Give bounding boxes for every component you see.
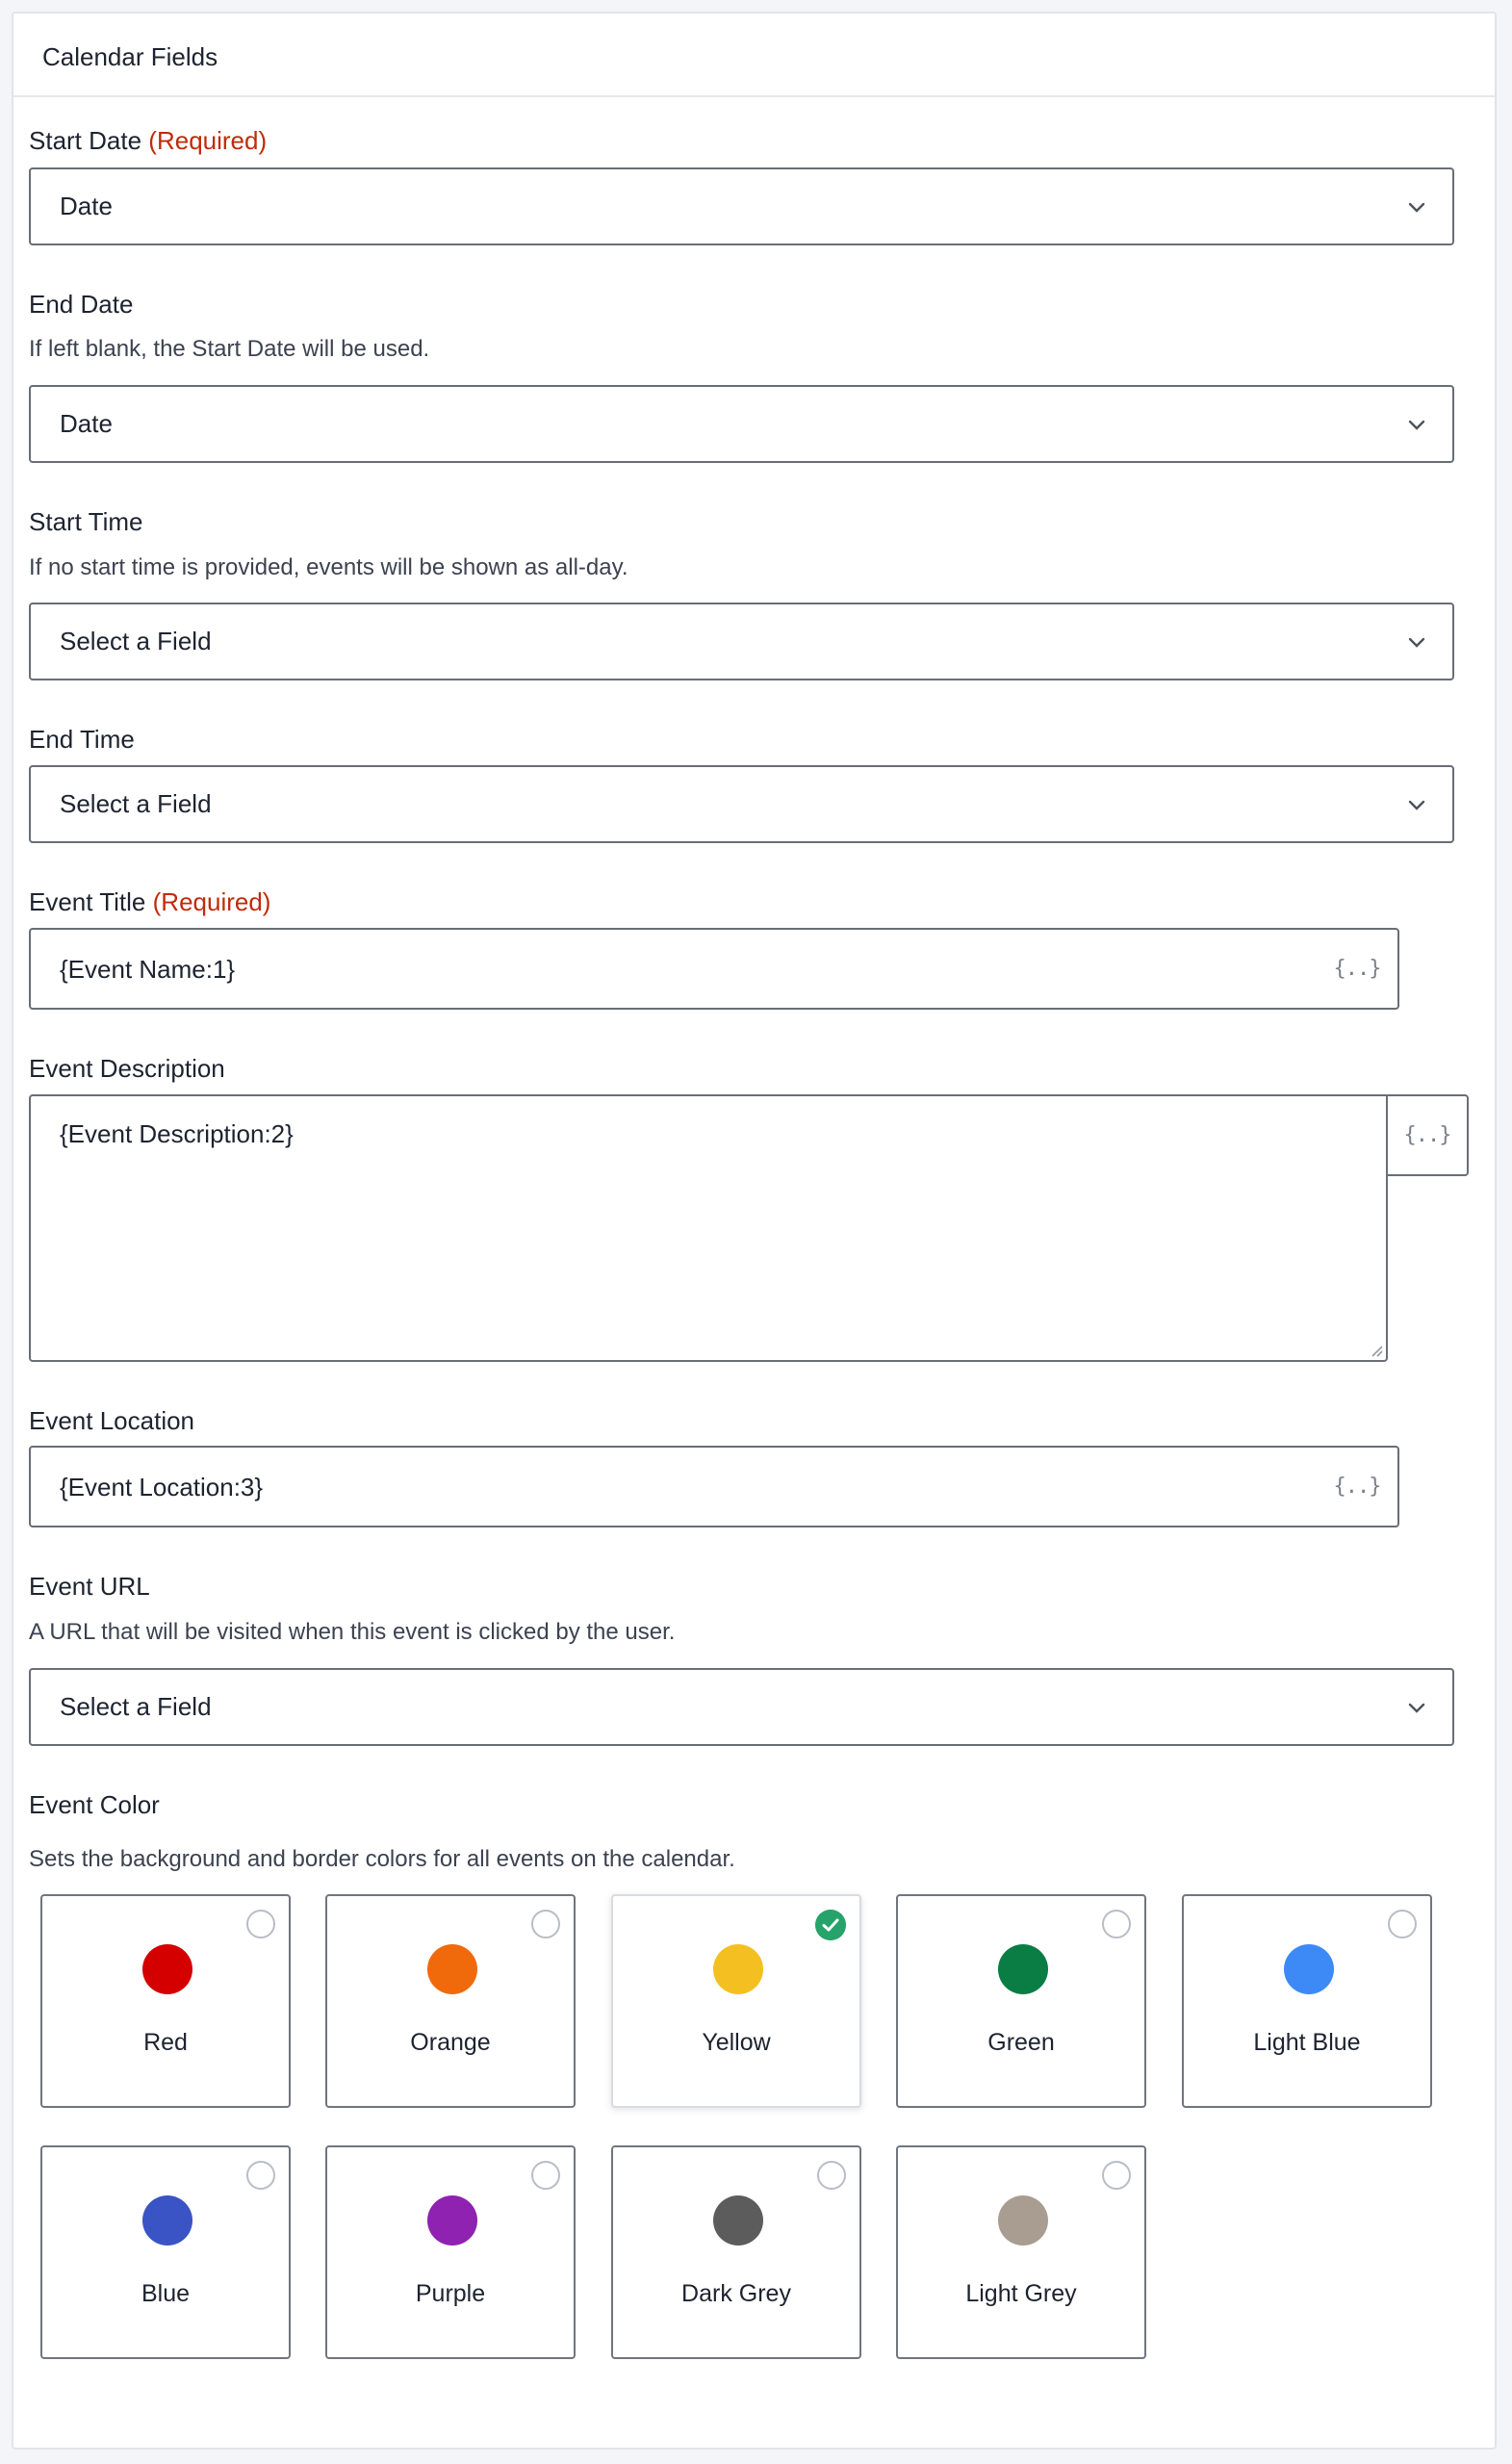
end-time-select-value: Select a Field: [60, 789, 212, 818]
radio-icon[interactable]: [531, 1910, 560, 1938]
color-option-blue[interactable]: [40, 2145, 291, 2359]
color-swatch: [142, 1944, 192, 1994]
color-option-label: Red: [143, 2029, 188, 2056]
event-color-description: Sets the background and border colors for all events on the calendar.: [29, 1846, 735, 1872]
start-date-select-value: Date: [60, 192, 113, 220]
radio-icon[interactable]: [1388, 1910, 1417, 1938]
radio-icon[interactable]: [1102, 2161, 1131, 2190]
radio-icon[interactable]: [1102, 1910, 1131, 1938]
event-title-label-text: Event Title: [29, 887, 146, 916]
color-option-label: Dark Grey: [681, 2280, 791, 2307]
start-date-select[interactable]: [29, 167, 1454, 245]
color-option-purple[interactable]: [325, 2145, 576, 2359]
merge-tag-icon: {..}: [1333, 1475, 1381, 1499]
event-title-merge-tag-button[interactable]: [1317, 928, 1399, 1010]
color-option-label: Blue: [141, 2280, 191, 2307]
color-option-label: Orange: [410, 2029, 491, 2056]
radio-icon[interactable]: [246, 1910, 275, 1938]
start-time-select[interactable]: [29, 603, 1454, 680]
event-description-value: {Event Description:2}: [60, 1119, 294, 1148]
event-url-select-value: Select a Field: [60, 1692, 212, 1721]
start-date-label-text: Start Date: [29, 126, 142, 155]
event-title-input-value: {Event Name:1}: [60, 955, 236, 984]
start-time-label: Start Time: [29, 507, 143, 536]
color-swatch: [998, 1944, 1048, 1994]
chevron-down-icon: [1408, 1703, 1425, 1714]
event-title-label: [29, 887, 270, 917]
event-description-merge-tag-button[interactable]: [1386, 1094, 1469, 1176]
chevron-down-icon: [1408, 420, 1425, 431]
merge-tag-icon: {..}: [1333, 957, 1381, 981]
color-option-red[interactable]: [40, 1894, 291, 2108]
event-title-input[interactable]: [29, 928, 1319, 1010]
event-location-label: Event Location: [29, 1406, 195, 1435]
event-location-input-value: {Event Location:3}: [60, 1473, 264, 1502]
color-option-yellow[interactable]: [611, 1894, 861, 2108]
color-option-label: Light Blue: [1253, 2029, 1361, 2056]
color-option-label: Yellow: [702, 2029, 771, 2056]
end-date-label: End Date: [29, 290, 134, 319]
end-time-select[interactable]: [29, 765, 1454, 843]
color-swatch: [427, 1944, 477, 1994]
color-option-label: Green: [987, 2029, 1055, 2056]
start-time-select-value: Select a Field: [60, 627, 212, 655]
required-indicator: (Required): [148, 126, 268, 155]
chevron-down-icon: [1408, 800, 1425, 811]
required-indicator: (Required): [152, 887, 271, 916]
radio-icon[interactable]: [531, 2161, 560, 2190]
color-option-light-blue[interactable]: [1182, 1894, 1432, 2108]
color-option-dark-grey[interactable]: [611, 2145, 861, 2359]
color-option-light-grey[interactable]: [896, 2145, 1146, 2359]
color-swatch: [427, 2195, 477, 2246]
end-date-select-value: Date: [60, 409, 113, 438]
start-date-label: [29, 126, 267, 156]
color-swatch: [142, 2195, 192, 2246]
end-date-description: If left blank, the Start Date will be used.: [29, 336, 430, 362]
event-url-select[interactable]: [29, 1668, 1454, 1746]
panel-title: Calendar Fields: [42, 42, 218, 71]
color-option-label: Light Grey: [965, 2280, 1077, 2307]
event-color-label: Event Color: [29, 1790, 160, 1819]
color-option-label: Purple: [415, 2280, 486, 2307]
end-time-label: End Time: [29, 725, 135, 754]
event-description-textarea[interactable]: [29, 1094, 1388, 1362]
color-swatch: [1284, 1944, 1334, 1994]
color-swatch: [713, 1944, 763, 1994]
color-option-orange[interactable]: [325, 1894, 576, 2108]
color-option-green[interactable]: [896, 1894, 1146, 2108]
end-date-select[interactable]: [29, 385, 1454, 463]
event-location-merge-tag-button[interactable]: [1317, 1446, 1399, 1527]
radio-icon[interactable]: [817, 2161, 846, 2190]
radio-icon[interactable]: [246, 2161, 275, 2190]
start-time-description: If no start time is provided, events will be shown as all-day.: [29, 554, 628, 580]
chevron-down-icon: [1408, 637, 1425, 649]
check-icon[interactable]: [815, 1910, 846, 1940]
color-swatch: [998, 2195, 1048, 2246]
event-url-description: A URL that will be visited when this event is clicked by the user.: [29, 1619, 676, 1645]
event-description-label: Event Description: [29, 1054, 225, 1083]
color-swatch: [713, 2195, 763, 2246]
chevron-down-icon: [1408, 202, 1425, 214]
resize-grip-icon[interactable]: [1370, 1344, 1383, 1357]
event-location-input[interactable]: [29, 1446, 1319, 1527]
event-url-label: Event URL: [29, 1572, 150, 1601]
panel-header: [13, 13, 1495, 97]
merge-tag-icon: {..}: [1403, 1123, 1451, 1147]
